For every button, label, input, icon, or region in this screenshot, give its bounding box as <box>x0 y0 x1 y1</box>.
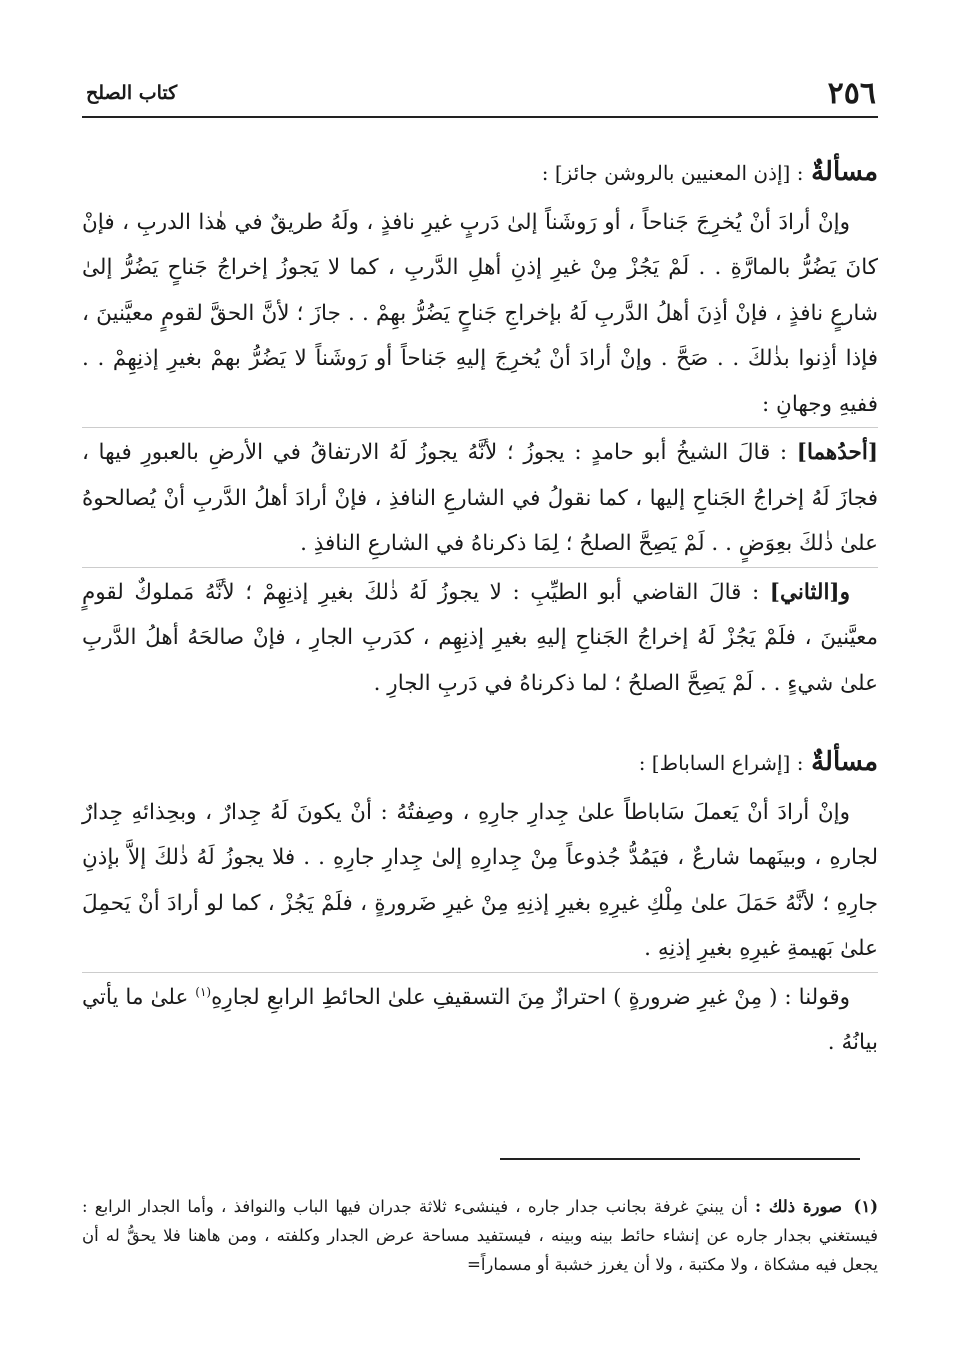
opinion-label: و[الثاني] <box>769 579 850 605</box>
paragraph <box>82 430 878 567</box>
section-heading-1 <box>82 150 878 197</box>
paragraph <box>82 975 878 1066</box>
section-title: : [إشراع الساباط] : <box>638 751 804 775</box>
footnote-rule <box>500 1158 860 1160</box>
section-keyword: مسألةٌ <box>811 747 878 777</box>
footnote-number: (١) <box>853 1197 878 1216</box>
footnote-lead: صورة ذلك : <box>755 1197 842 1216</box>
section-keyword: مسألةٌ <box>811 157 878 187</box>
paragraph: وإنْ أرادَ أنْ يَعملَ سَاباطاً علىٰ جِدارِ جارِهِ ، وصِفتُهُ : أنْ يكونَ لَهُ جِدارٌ ، وبحِذائهِ جِدارٌ لجارهِ ، وبينَهما شارعٌ ، فيَمُدُّ جُذوعاً مِنْ جِدارِهِ إلىٰ جِدارِ جارِهِ . . فلا يجوزُ لَهُ ذٰلكَ إلاَّ بإذنِ جارِهِ ؛ لأنَّهُ حَمَلَ علىٰ مِلْكِ غيرِهِ بغيرِ إذنِهِ مِنْ غيرِ ضَرورةٍ ، فلَمْ يَجُزْ ، كما لو أرادَ أنْ يَحمِلَ علىٰ بَهيمةِ غيرِهِ بغيرِ إذنِهِ . <box>82 799 878 961</box>
footnote-text: أن يبنيَ غرفة بجانب جدار جاره ، فينشىء ثلاثة جدران فيها الباب والنوافذ ، وأما الجدار الرابع : فيستغني بجدار جاره عن إنشاء حائط بينه وبينه ، فيستفيد مساحة عرض الجدار وكلفته ، ومن هاهنا فلا يحقُّ له أن يجعل فيه مشكاة ، ولا مكتبة ، ولا أن يغرز خشبة أو مسماراً= <box>82 1197 878 1274</box>
paragraph-text: وقولنا : ( مِنْ غيرِ ضرورةٍ ) احترازٌ مِنَ التسقيفِ علىٰ الحائطِ الرابعِ لجارِهِ <box>211 984 850 1010</box>
paragraph-text: علىٰ ما يأتي بيانُهُ . <box>82 984 878 1055</box>
opinion-label: [أحدُهما] <box>796 440 878 465</box>
section-gap <box>82 706 878 740</box>
footnote <box>82 1192 878 1279</box>
divider <box>82 427 878 428</box>
opinion-text: : قالَ القاضي أبو الطيِّبِ : لا يجوزُ لَهُ ذٰلكَ بغيرِ إذنِهِمْ ؛ لأنَّهُ مَملوكٌ لقومٍ معيَّنينَ ، فلَمْ يَجُزْ لَهُ إخراجُ الجَناحِ إليهِ بغيرِ إذنِهِم ، كدَربِ الجارِ ، فإنْ صالحَهُ أهلُ الدَّربِ علىٰ شيءٍ . . لَمْ يَصِحَّ الصلحُ ؛ لما ذكرناهُ في دَربِ الجارِ . <box>82 579 878 696</box>
section-title: : [إذن المعنيين بالروشن جائز] : <box>541 161 804 185</box>
paragraph <box>82 570 878 707</box>
paragraph: وإنْ أرادَ أنْ يُخرِجَ جَناحاً ، أو رَوشَناً إلىٰ دَربٍ غيرِ نافذٍ ، ولَهُ طريقٌ في هٰذا الدربِ ، فإنْ كانَ يَضُرُّ بالمارَّةِ . . لَمْ يَجُزْ مِنْ غيرِ إذنِ أهلِ الدَّربِ ، كما لا يَجوزُ إخراجُ جَناحٍ يَضُرُّ إلىٰ شارعٍ نافذٍ ، فإنْ أذِنَ أهلُ الدَّربِ لَهُ بإخراجِ جَناحٍ يَضُرُّ بهِمْ . . جازَ ؛ لأنَّ الحقَّ لقومٍ معيَّنينَ ، فإذا أذِنوا بذٰلكَ . . صَحَّ . وإنْ أرادَ أنْ يُخرِجَ إليهِ جَناحاً أو رَوشَناً لا يَضُرُّ بهمْ بغيرِ إذنِهِمْ . . ففيهِ وجهانِ : <box>82 209 878 417</box>
main-text <box>82 150 878 1066</box>
running-title: كتاب الصلح <box>86 82 178 104</box>
opinion-text: : قالَ الشيخُ أبو حامدٍ : يجوزُ ؛ لأنَّهُ يجوزُ لَهُ الارتفاقُ في الأرضِ بالعبورِ فيها ، فجازَ لَهُ إخراجُ الجَناحِ إليها ، كما نقولُ في الشارعِ النافذِ ، فإنْ أرادَ أهلُ الدَّربِ أنْ يُصالحوهُ علىٰ ذٰلكَ بعِوَضٍ . . لَمْ يَصِحَّ الصلحُ ؛ لِمَا ذكرناهُ في الشارعِ النافذِ . <box>82 440 878 556</box>
page-header <box>82 72 878 118</box>
footnote-marker[interactable]: (١) <box>195 984 212 999</box>
page-number: ٢٥٦ <box>827 76 876 111</box>
divider <box>82 567 878 568</box>
section-heading-2 <box>82 740 878 787</box>
divider <box>82 972 878 973</box>
